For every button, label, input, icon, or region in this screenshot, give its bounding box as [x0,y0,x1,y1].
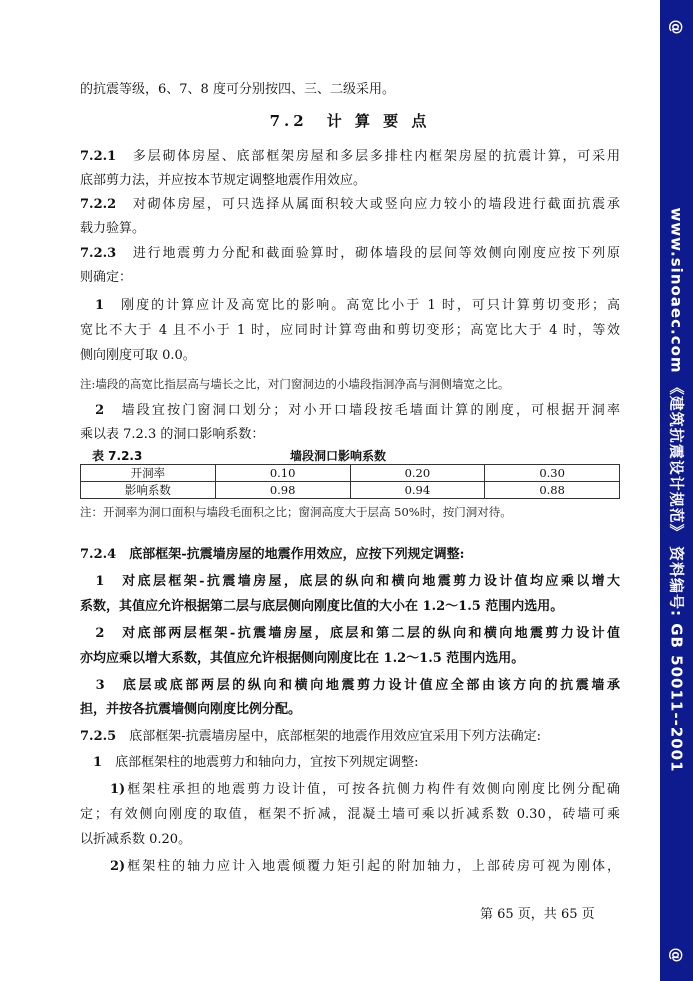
table-cell-label: 开洞率 [81,465,216,482]
clause-number: 7.2.4 [80,547,117,562]
clause-7-2-2 [80,195,620,215]
item-1-line2: 宽比不大于 4 且不小于 1 时，应同时计算弯曲和剪切变形；高宽比大于 4 时，等效 [80,323,620,338]
subitem-text: 框架柱承担的地震剪力设计值，可按各抗侧力构件有效侧向刚度比例分配确 [125,782,620,797]
clause-text: 进行地震剪力分配和截面验算时，砌体墙段的层间等效侧向刚度应按下列原 [132,246,620,261]
clause-number: 7.2.3 [80,246,117,261]
clause-number: 7.2.1 [80,149,117,164]
item-text: 对底层框架-抗震墙房屋，底层的纵向和横向地震剪力设计值均应乘以增大 [122,574,620,589]
table-cell: 0.10 [215,465,350,482]
item-2 [80,401,620,421]
at-sign-bottom: @ [667,947,686,963]
clause-7-2-5 [80,727,620,747]
clause-text: 对砌体房屋，可只选择从属面积较大或竖向应力较小的墙段进行截面抗震承 [132,197,620,212]
subitem-1 [80,780,620,800]
paragraph-continuation: 的抗震等级，6、7、8 度可分别按四、三、二级采用。 [80,82,395,97]
item-text: 对底部两层框架-抗震墙房屋，底层和第二层的纵向和横向地震剪力设计值 [122,626,620,641]
table-note: 注：开洞率为洞口面积与墙段毛面积之比；窗洞高度大于层高 50%时，按门洞对待。 [80,505,512,519]
item-text: 刚度的计算应计及高宽比的影响。高宽比小于 1 时，可只计算剪切变形；高 [121,298,620,313]
clause-7-2-5-item-1 [80,753,620,773]
table-cell: 0.88 [485,482,620,499]
clause-7-2-2-line2: 载力验算。 [80,221,146,236]
clause-7-2-4-item-1-line2: 系数，其值应允许根据第二层与底层侧向刚度比值的大小在 1.2～1.5 范围内选用。 [80,599,564,614]
table-title: 墙段洞口影响系数 [290,449,387,463]
table-cell-label: 影响系数 [81,482,216,499]
subitem-1-line3: 以折减系数 0.20。 [80,832,192,847]
item-2-line2: 乘以表 7.2.3 的洞口影响系数： [80,427,265,442]
subitem-text: 框架柱的轴力应计入地震倾覆力矩引起的附加轴力，上部砖房可视为刚体， [125,859,620,874]
table-cell: 0.98 [215,482,350,499]
item-number: 2 [95,403,105,418]
clause-7-2-1-line2: 底部剪力法，并应按本节规定调整地震作用效应。 [80,173,367,188]
subitem-2 [80,857,620,877]
at-sign-top: @ [667,19,686,35]
subitem-1-line2: 定；有效侧向刚度的取值，框架不折减，混凝土墙可乘以折减系数 0.30，砖墙可乘 [80,807,620,822]
item-1-line3: 侧向刚度可取 0.0。 [80,348,196,363]
item-1 [80,296,620,316]
clause-number: 7.2.5 [80,729,117,744]
item-text: 墙段宜按门窗洞口划分；对小开口墙段按毛墙面计算的刚度，可根据开洞率 [121,403,620,418]
clause-7-2-4-item-2-line2: 亦均应乘以增大系数，其值应允许根据侧向刚度比在 1.2～1.5 范围内选用。 [80,651,525,666]
item-number: 2 [95,626,105,641]
note-1: 注:墙段的高宽比指层高与墙长之比，对门窗洞边的小墙段指洞净高与洞侧墙宽之比。 [80,377,510,391]
clause-7-2-3 [80,244,620,264]
table-cell: 0.20 [350,465,485,482]
clause-text: 多层砌体房屋、底部框架房屋和多层多排柱内框架房屋的抗震计算，可采用 [132,149,620,164]
table-row [81,482,620,499]
item-text: 底层或底部两层的纵向和横向地震剪力设计值应全部由该方向的抗震墙承 [122,678,620,693]
clause-7-2-1 [80,147,620,167]
side-banner-text: www.sinoaec.com 《建筑抗震设计规范》 资料编号: GB 50011--2001 [667,207,685,773]
table-body [80,464,620,499]
table-row [81,465,620,482]
subitem-number: 2) [110,859,126,874]
clause-text: 底部框架-抗震墙房屋的地震作用效应，应按下列规定调整: [129,547,465,562]
item-number: 1 [95,298,105,313]
table-cell: 0.30 [485,465,620,482]
side-banner [660,0,693,981]
clause-text: 底部框架-抗震墙房屋中，底部框架的地震作用效应宜采用下列方法确定: [129,729,541,744]
table-caption [80,447,620,463]
clause-number: 7.2.2 [80,197,117,212]
item-number: 1 [93,755,103,770]
table-number: 表 7.2.3 [92,449,143,463]
clause-7-2-4-item-3-line2: 担，并按各抗震墙侧向刚度比例分配。 [80,702,302,717]
table-cell: 0.94 [350,482,485,499]
clause-7-2-3-line2: 则确定： [80,270,133,285]
clause-7-2-4-item-3 [80,676,620,696]
clause-7-2-4-item-2 [80,624,620,644]
item-number: 3 [95,678,105,693]
item-number: 1 [95,574,105,589]
page-footer: 第 65 页，共 65 页 [480,907,595,922]
subitem-number: 1) [110,782,126,797]
item-text: 底部框架柱的地震剪力和轴向力，宜按下列规定调整: [115,755,419,770]
clause-7-2-4 [80,545,620,565]
clause-7-2-4-item-1 [80,572,620,592]
section-heading: 7.2 计 算 要 点 [269,112,431,130]
